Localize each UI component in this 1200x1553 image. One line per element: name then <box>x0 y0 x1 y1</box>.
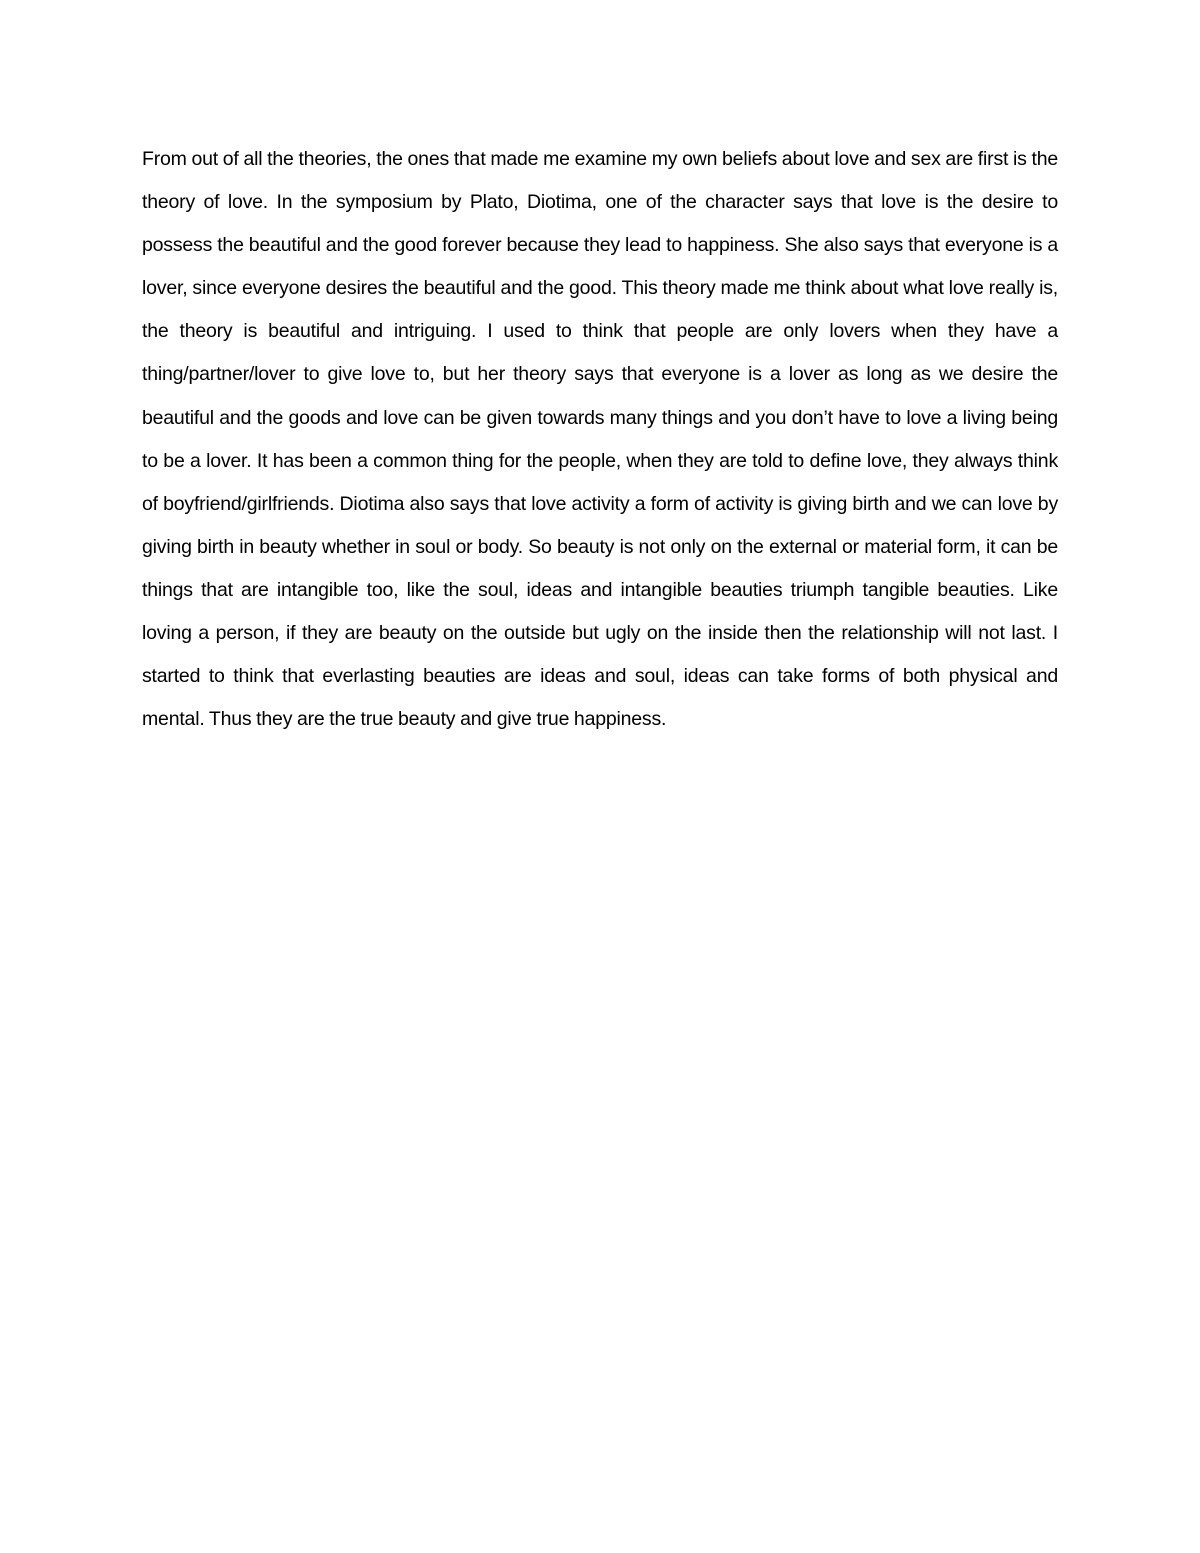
body-paragraph: From out of all the theories, the ones that made me examine my own beliefs about love and sex are first is the theory of love. In the symposium by Plato, Diotima, one of the character says that love is the desire to possess the beautiful and the good forever because they lead to happiness. She also says that everyone is a lover, since everyone desires the beautiful and the good. This theory made me think about what love really is, the theory is beautiful and intriguing. I used to think that people are only lovers when they have a thing/partner/lover to give love to, but her theory says that everyone is a lover as long as we desire the beautiful and the goods and love can be given towards many things and you don’t have to love a living being to be a lover. It has been a common thing for the people, when they are told to define love, they always think of boyfriend/girlfriends. Diotima also says that love activity a form of activity is giving birth and we can love by giving birth in beauty whether in soul or body. So beauty is not only on the external or material form, it can be things that are intangible too, like the soul, ideas and intangible beauties triumph tangible beauties. Like loving a person, if they are beauty on the outside but ugly on the inside then the relationship will not last. I started to think that everlasting beauties are ideas and soul, ideas can take forms of both physical and mental. Thus they are the true beauty and give true happiness. <box>142 148 1058 731</box>
